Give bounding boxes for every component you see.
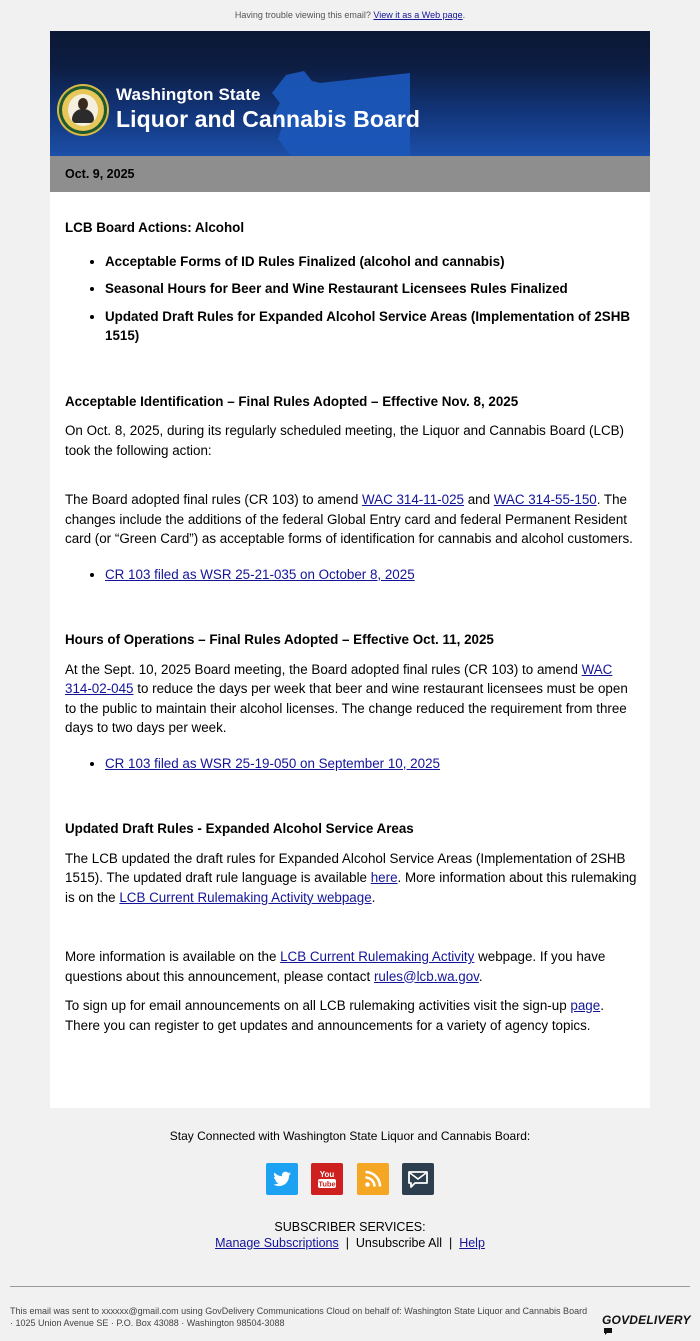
- govdelivery-logo: GOVDELIVERY: [602, 1313, 700, 1341]
- email-body: [65, 192, 637, 1035]
- sec2-heading: Hours of Operations – Final Rules Adopted – Effective Oct. 11, 2025: [65, 632, 494, 647]
- rulemaking-activity-webpage-link[interactable]: LCB Current Rulemaking Activity webpage: [119, 889, 372, 905]
- youtube-tube-text: Tube: [318, 1179, 336, 1189]
- wsr-25-21-035-link[interactable]: CR 103 filed as WSR 25-21-035 on October 8, 2025: [105, 566, 415, 582]
- govdelivery-bubble-icon: [603, 1327, 613, 1337]
- subscriber-services-title: SUBSCRIBER SERVICES:: [274, 1220, 426, 1234]
- social-icons: [266, 1163, 436, 1195]
- unsubscribe-all-text[interactable]: Unsubscribe All: [355, 1236, 443, 1250]
- sec1-heading: Acceptable Identification – Final Rules Adopted – Effective Nov. 8, 2025: [65, 393, 519, 409]
- intro-heading: LCB Board Actions: Alcohol: [65, 220, 245, 235]
- rules-email-link[interactable]: rules@lcb.wa.gov: [373, 968, 479, 984]
- brand-name-line2: Liquor and Cannabis Board: [116, 106, 421, 132]
- draft-rules-here-link[interactable]: here: [370, 870, 398, 885]
- rss-icon[interactable]: [357, 1163, 389, 1195]
- legal-footer-text: This email was sent to xxxxxx@gmail.com using GovDelivery Communications Cloud on behalf of: Washington State Liquor and Cannabis Board · 1025 Union Avenue SE · P.O. Box 43088 · Washington 98504-3088: [10, 1306, 588, 1328]
- sec1-paragraph-1: On Oct. 8, 2025, during its regularly scheduled meeting, the Liquor and Cannabis Board (LCB) took the following action:: [65, 423, 625, 458]
- sec2-paragraph: At the Sept. 10, 2025 Board meeting, the Board adopted final rules (CR 103) to amend WAC 314-02-045 to reduce the days per week that beer and wine restaurant licensees must be open to the public to maintain their alcohol licenses. The change reduced the requirement from three days to two days per week.: [65, 661, 628, 735]
- list-item: [105, 754, 637, 774]
- trouble-text: Having trouble viewing this email?: [234, 10, 374, 20]
- wac-314-02-045-link[interactable]: WAC 314-02-045: [65, 661, 613, 696]
- rulemaking-activity-link[interactable]: LCB Current Rulemaking Activity: [280, 949, 475, 964]
- subscriber-services: [0, 1219, 700, 1251]
- intro-item: • Acceptable Forms of ID Rules Finalized (alcohol and cannabis): [105, 252, 637, 272]
- wac-314-11-025-link[interactable]: WAC 314-11-025: [362, 492, 464, 507]
- subscriber-links: [0, 1235, 700, 1251]
- intro-item: • Updated Draft Rules for Expanded Alcohol Service Areas (Implementation of 2SHB 1515): [105, 307, 637, 346]
- date-bar: [50, 156, 650, 192]
- view-web-page-link[interactable]: View it as a Web page: [373, 10, 463, 20]
- signup-paragraph: To sign up for email announcements on all LCB rulemaking activities visit the sign-up page. There you can register to get updates and announcements for a variety of agency topics.: [65, 998, 604, 1033]
- twitter-icon[interactable]: [266, 1163, 298, 1195]
- view-online-line: [0, 10, 700, 20]
- header-banner: [50, 31, 650, 156]
- list-item: [105, 565, 637, 585]
- sec2-list: [65, 754, 637, 774]
- sec1-list: [65, 565, 637, 585]
- issue-date: Oct. 9, 2025: [65, 167, 135, 181]
- intro-item: • Seasonal Hours for Beer and Wine Restaurant Licensees Rules Finalized: [105, 279, 637, 299]
- wac-314-55-150-link[interactable]: WAC 314-55-150: [493, 492, 597, 507]
- youtube-you-text: You: [319, 1170, 335, 1179]
- help-link[interactable]: Help: [459, 1236, 485, 1250]
- manage-subscriptions-link[interactable]: Manage Subscriptions: [215, 1236, 339, 1250]
- link-separator: |: [338, 1236, 356, 1250]
- more-info-paragraph: More information is available on the LCB Current Rulemaking Activity webpage. If you have questions about this announcement, please contact rules@lcb.wa.gov.: [65, 949, 606, 984]
- email-icon[interactable]: [402, 1163, 434, 1195]
- youtube-icon[interactable]: [311, 1163, 343, 1195]
- signup-page-link[interactable]: page: [570, 998, 601, 1013]
- sec3-paragraph: The LCB updated the draft rules for Expanded Alcohol Service Areas (Implementation of 2SHB 1515). The updated draft rule language is available here. More information about this rulemaking is on the LCB Current Rulemaking Activity webpage.: [65, 850, 637, 905]
- sec1-paragraph-2: The Board adopted final rules (CR 103) to amend WAC 314-11-025 and WAC 314-55-150. The changes include the additions of the federal Global Entry card and federal Permanent Resident card (or “Green Card”) as acceptable forms of identification for cannabis and alcohol customers.: [65, 492, 633, 546]
- state-seal-icon: [57, 84, 109, 136]
- intro-list: [65, 252, 637, 346]
- email-card: [50, 31, 650, 1108]
- brand-name-line1: Washington State: [116, 85, 261, 104]
- sec3-heading: Updated Draft Rules - Expanded Alcohol Service Areas: [65, 821, 414, 836]
- trouble-period: .: [462, 10, 466, 20]
- stay-connected-text: Stay Connected with Washington State Liquor and Cannabis Board:: [169, 1129, 531, 1143]
- wsr-25-19-050-link[interactable]: CR 103 filed as WSR 25-19-050 on September 10, 2025: [105, 755, 440, 771]
- footer-divider: [10, 1286, 690, 1287]
- link-separator: |: [442, 1236, 460, 1250]
